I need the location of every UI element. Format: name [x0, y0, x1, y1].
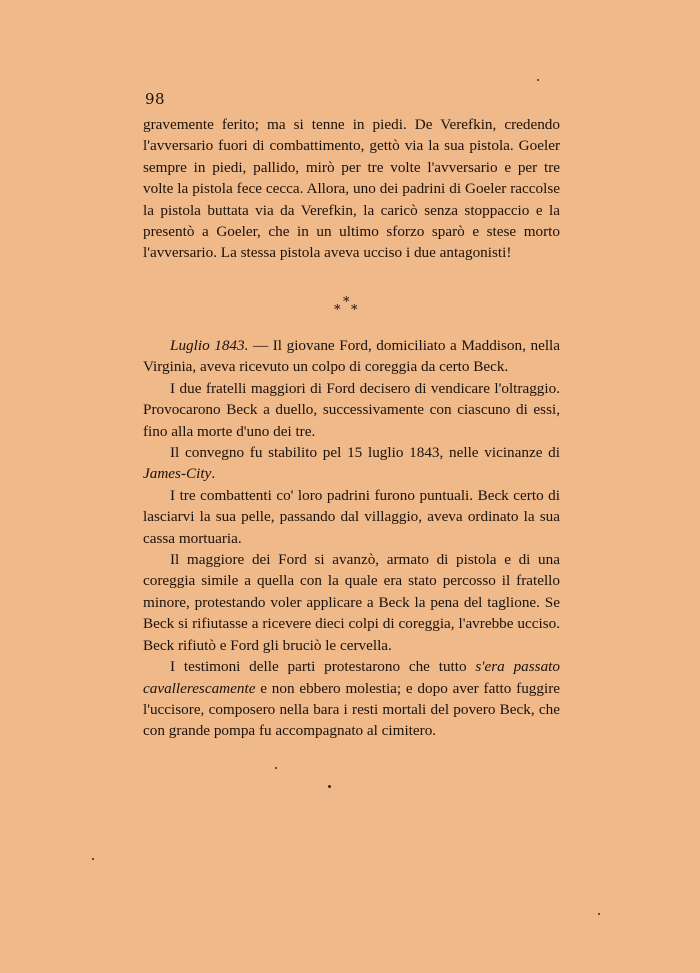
- italic-phrase: s'era passato cavallerescamente: [143, 658, 560, 697]
- asterism-separator: [334, 296, 362, 320]
- ink-speck: [598, 913, 600, 915]
- paragraph-3-end: .: [211, 465, 216, 483]
- paragraph-4: I tre combattenti co' loro padrini furono puntuali. Beck certo di lasciarvi la sua pelle, passando dal villaggio, aveva ordinato la sua cassa mortuaria.: [143, 486, 560, 547]
- paragraph-5: Il maggiore dei Ford si avanzò, armato di pistola e di una coreggia simile a quella con la quale era stato percosso il fratello minore, protestando voler applicare a Beck la pena del taglione. Se Beck si rifiutasse a ricevere dieci colpi di coreggia, l'avrebbe ucciso. Beck rifiutò e Ford gli bruciò le cervella.: [143, 551, 560, 654]
- ink-speck: [537, 79, 539, 81]
- page-number: 98: [145, 90, 166, 108]
- section-date: Luglio 1843.: [170, 337, 249, 354]
- paragraph-2: I due fratelli maggiori di Ford decisero di vendicare l'oltraggio. Provocarono Beck a duello, successivamente con ciascuno di essi, fino alla morte d'uno dei tre.: [143, 379, 560, 440]
- paragraph-6: [143, 656, 560, 742]
- paragraph-6-text: I testimoni delle parti protestarono che tutto: [170, 658, 476, 676]
- paragraph-1-text: — Il giovane Ford, domiciliato a Maddison, nella Virginia, aveva ricevuto un colpo di coreggia da certo Beck.: [143, 337, 560, 376]
- section-ford-beck: [143, 335, 560, 742]
- paragraph-3: [143, 442, 560, 485]
- paragraph-1-text: gravemente ferito; ma si tenne in piedi. De Verefkin, credendo l'avversario fuori di combattimento, gettò via la sua pistola. Goeler sempre in piedi, pallido, mirò per tre volte l'avversario e per tre volte la pistola fece cecca. Allora, uno dei padrini di Goeler raccolse la pistola buttata via da Verefkin, la caricò senza stoppaccio e la presentò a Goeler, che in un ultimo sforzo sparò e stese morto l'avversario. La stessa pistola aveva ucciso i due antagonisti!: [143, 116, 560, 262]
- ink-speck: [328, 785, 331, 788]
- ink-speck: [275, 767, 277, 769]
- asterism-star-top: *: [343, 295, 350, 310]
- asterism-star-left: *: [334, 303, 341, 318]
- paragraph-3-text: Il convegno fu stabilito pel 15 luglio 1843, nelle vicinanze di: [170, 444, 560, 462]
- asterism-star-right: *: [351, 303, 358, 318]
- paragraph-1: [143, 335, 560, 378]
- place-name: James-City: [143, 465, 212, 483]
- ink-speck: [92, 858, 94, 860]
- paragraph-continued: [143, 114, 560, 264]
- paragraph-6-end: e non ebbero molestia; e dopo aver fatto fuggire l'uccisore, composero nella bara i resti mortali del povero Beck, che con grande pompa fu accompagnato al cimitero.: [143, 679, 560, 740]
